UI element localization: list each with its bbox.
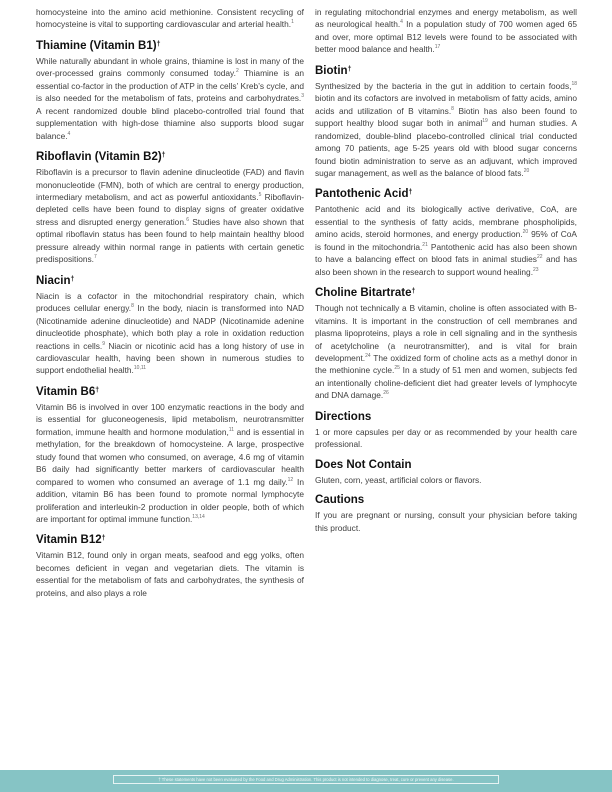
citation-marker: 8 [131,303,134,310]
paragraph-text: In a population study of 700 women aged 65 and over, more optimal B12 levels were found to be associated with better mood balance and health. [315,19,577,55]
directions-section [315,410,577,451]
paragraph-text: and has also been shown in the research to support wound healing. [315,254,577,277]
vitamin-b6-section [36,385,304,526]
vitamin-b12-paragraph [36,549,304,599]
paragraph-text: and human studies. A randomized, double-blind placebo-controlled clinical trial conducted among 70 patients, age 5-25 years old with blood sugar concerns found biotin administration to serve as an adjuvant, which improved sugar management, as well as the balance of blood fats. [315,118,577,178]
pantothenic-acid-paragraph [315,203,577,278]
paragraph-text: Niacin is a cofactor in the mitochondrial respiratory chain, which produces cellular energy. [36,290,304,314]
paragraph-text: Pantothenic acid has also been shown to have a balancing effect on blood fats in animal studies [315,241,577,265]
niacin-section [36,274,304,377]
does-not-contain-section [315,458,577,486]
choline-bitartrate-heading: Choline Bitartrate† [315,287,416,300]
citation-marker: 9 [102,340,105,347]
vitamin-b12-section [36,533,304,599]
right-column [315,6,577,534]
paragraph-text: Riboflavin-depleted cells have been found to display signs of greater oxidative stress and disrupted energy generation. [36,191,304,227]
citation-marker: 18 [571,81,577,88]
cautions-paragraph [315,509,577,534]
fda-disclaimer: † These statements have not been evaluated by the Food and Drug Administration. This product is not intended to diagnose, treat, cure or prevent any disease. [113,775,499,784]
does-not-contain-heading: Does Not Contain [315,458,412,471]
citation-marker: 1 [291,19,294,26]
vitamin-b6-heading: Vitamin B6† [36,385,100,398]
citation-marker: 23 [533,266,539,273]
niacin-heading: Niacin† [36,274,75,287]
citation-marker: 12 [287,476,294,483]
citation-marker: 10,11 [133,365,147,372]
niacin-paragraph [36,290,304,377]
does-not-contain-paragraph [315,474,577,486]
citation-marker: 4 [400,19,403,26]
intro-paragraph [36,6,304,31]
citation-marker: 5 [258,192,262,199]
paragraph-text: Though not technically a B vitamin, choline is often associated with B-vitamins. It is important in the construction of cell membranes and plasma lipoproteins, plays a role in cell signaling and in the synthesis of acetylcholine (a neurotransmitter), and is vital for brain development. [315,303,577,363]
citation-marker: 13,14 [192,514,205,521]
riboflavin-heading: Riboflavin (Vitamin B2)† [36,151,166,164]
citation-marker: 4 [67,130,71,137]
citation-marker: 17 [434,44,441,51]
citation-marker: 25 [394,365,400,372]
vitamin-b6-paragraph [36,401,304,526]
biotin-section [315,64,577,180]
paragraph-text: 1 or more capsules per day or as recommended by your health care professional. [315,426,577,450]
citation-marker: 20 [523,168,530,175]
citation-marker: 24 [365,353,371,360]
paragraph-text: 95% of CoA is found in the mitochondria. [315,229,577,252]
citation-marker: 3 [301,93,304,100]
citation-marker: 7 [93,254,97,261]
paragraph-text: Synthesized by the bacteria in the gut in addition to certain foods, [315,80,572,91]
paragraph-text: Riboflavin is a precursor to flavin adenine dinucleotide (FAD) and flavin mononucleotide (FMN), both of which are central to energy production, intermediary metabolism, and act as powerful antioxidants. [36,167,304,202]
citation-marker: 6 [186,217,190,224]
left-column [36,6,304,599]
directions-heading: Directions [315,410,372,423]
paragraph-text: In a study of 51 men and women, subjects fed an intentionally choline-deficient diet had greater levels of lymphocyte and DNA damage. [315,365,577,401]
paragraph-text: A recent randomized double blind placebo-controlled trial found that supplementation with high-dose thiamine also supports blood sugar balance. [36,105,304,141]
paragraph-text: While naturally abundant in whole grains, thiamine is lost in many of the over-processed grains commonly consumed today. [36,55,304,79]
citation-marker: 8 [451,105,454,112]
paragraph-text: In the body, niacin is transformed into NAD (Nicotinamide adenine dinucleotide) and NADP (Nicotinamide adenine dinucleotide phosphate), which both play a role in oxidation reduction reactions in cells. [36,303,305,351]
paragraph-text: In addition, vitamin B6 has been found to promote normal lymphocyte proliferation and interleukin-2 production in older people, both of which are important for optimal immune function. [36,476,304,524]
riboflavin-paragraph [36,166,304,266]
thiamine-section [36,39,304,142]
paragraph-text: Studies have also shown that optimal riboflavin status has been found to help maintain healthy blood pressure already within normal range in patients with certain genetic predispositions. [36,216,304,265]
vitamin-b12-continued-paragraph [315,6,577,56]
choline-bitartrate-section [315,286,577,402]
biotin-heading: Biotin† [315,64,352,77]
paragraph-text: homocysteine into the amino acid methionine. Consistent recycling of homocysteine is vital to supporting cardiovascular and arterial health. [36,7,304,30]
pantothenic-acid-heading: Pantothenic Acid† [315,188,413,201]
footer-band [0,770,612,792]
citation-marker: 2 [235,68,239,75]
paragraph-text: If you are pregnant or nursing, consult your physician before taking this product. [315,510,577,533]
citation-marker: 22 [536,254,543,261]
vitamin-b12-heading: Vitamin B12† [36,534,106,547]
paragraph-text: Thiamine is an essential co-factor in the production of ATP in the cells’ Kreb’s cycle, and is also needed for the metabolism of fats, proteins and carbohydrates. [36,68,304,104]
thiamine-heading: Thiamine (Vitamin B1)† [36,39,161,52]
paragraph-text: biotin and its cofactors are involved in metabolism of fatty acids, amino acids and utilization of B vitamins. [315,93,577,116]
cautions-heading: Cautions [315,494,365,507]
paragraph-text: Niacin or nicotinic acid has a long history of use in cardiovascular health, having been shown in numerous studies to support endothelial health. [36,340,304,376]
citation-marker: 11 [228,427,234,433]
cautions-section [315,493,577,534]
biotin-paragraph [315,80,577,180]
choline-bitartrate-paragraph [315,302,577,402]
citation-marker: 20 [522,229,529,236]
paragraph-text: and is essential in methylation, for the breakdown of homocysteine. A large, prospective study found that women who consumed, on average, 4.6 mg of vitamin B6 daily had significantly better markers of cardiovascular health compared to women who consumed an average of 1.1 mg daily. [36,426,304,487]
riboflavin-section [36,150,304,266]
paragraph-text: Vitamin B12, found only in organ meats, seafood and egg yolks, often becomes deficient in vegan and vegetarian diets. The vitamin is essential for the metabolism of fats and carbohydrates, the synthesis of proteins, and also plays a role [36,550,304,598]
paragraph-text: Pantothenic acid and its biologically active derivative, CoA, are essential to the synthesis of fatty acids, membrane phospholipids, amino acids, steroid hormones, and energy production. [315,204,577,240]
directions-paragraph [315,426,577,451]
citation-marker: 26 [383,390,389,397]
pantothenic-acid-section [315,187,577,278]
paragraph-text: The oxidized form of choline acts as a methyl donor in the methionine cycle. [315,352,577,376]
paragraph-text: Vitamin B6 is involved in over 100 enzymatic reactions in the body and is essential for gluconeogenesis, lipid metabolism, neurotransmitter formation, immune health and hormone modulation, [36,401,304,437]
paragraph-text: Gluten, corn, yeast, artificial colors or flavors. [315,474,482,485]
paragraph-text: in regulating mitochondrial enzymes and energy metabolism, as well as neurological health. [315,7,577,30]
paragraph-text: Biotin has also been found to support healthy blood sugar both in animal [315,105,577,129]
thiamine-paragraph [36,55,304,142]
citation-marker: 19 [482,118,488,125]
citation-marker: 21 [422,242,428,249]
